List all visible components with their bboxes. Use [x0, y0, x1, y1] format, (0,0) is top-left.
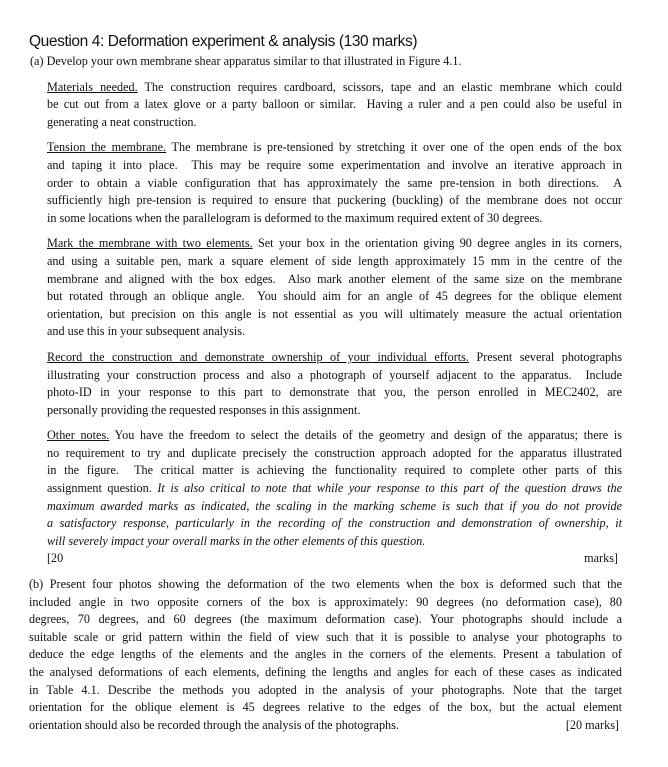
line-text: The construction requires cardboard, scissors, tape and an elastic membrane which could — [137, 79, 622, 94]
paragraph — [47, 427, 622, 550]
text-line — [47, 96, 622, 114]
italic-text: maximum awarded marks as indicated, the scaling in the marking scheme is such that if you do not provide — [47, 498, 622, 513]
line-text: The membrane is pre-tensioned by stretching it over one of the open ends of the box — [166, 140, 622, 155]
text-line — [47, 515, 622, 533]
line-text: membrane and aligned with the box edges. Also mark another element of the same size on the membrane — [47, 271, 622, 286]
text-line — [47, 288, 622, 306]
italic-text: It is also critical to note that while your response to this part of the question draws the — [157, 481, 622, 496]
line-text: and using a suitable pen, mark a square element of side length approximately 15 mm in the centre of the — [47, 253, 622, 268]
paragraph — [47, 235, 622, 341]
line-text: no requirement to try and duplicate precisely the construction approach adopted for the apparatus illustrated — [47, 445, 622, 460]
paragraph — [47, 79, 622, 132]
paragraph — [47, 349, 622, 419]
text-line — [47, 367, 622, 385]
part-a-marks: [20 marks] — [47, 551, 618, 566]
text-line — [47, 235, 622, 253]
text-line — [47, 157, 622, 175]
text-line — [47, 402, 622, 420]
line-text: generating a neat construction. — [47, 114, 197, 129]
text-line: (b) Present four photos showing the deformation of the two elements when the box is deformed such that the — [29, 577, 622, 592]
text-line — [47, 498, 622, 516]
text-line — [47, 210, 622, 228]
line-text: orientation, but precision on this angle is not essential as you will ultimately measure the actual orientation — [47, 306, 622, 321]
text-line: deduce the edge lengths of the elements and the angles in the corners of the elements. Present a tabulation of — [29, 647, 622, 662]
text-line — [47, 192, 622, 210]
line-text: but rotated through an oblique angle. You should aim for an angle of 45 degrees for the oblique element — [47, 289, 622, 304]
line-text: assignment question. — [47, 481, 158, 496]
text-line — [47, 114, 622, 132]
part-b-marks: [20 marks] — [565, 717, 619, 732]
line-text: sufficiently high pre-tension is required to ensure that puckering (buckling) of the membrane does not occur — [47, 193, 622, 208]
italic-text: a satisfactory response, particularly in the recording of the construction and demonstration of ownership, it — [47, 516, 622, 531]
line-text: be cut out from a latex glove or a party balloon or similar. Having a ruler and a pen could also be useful in — [47, 97, 622, 112]
text-line — [47, 427, 622, 445]
paragraph-heading: Tension the membrane. — [47, 140, 167, 155]
line-text: in the figure. The critical matter is achieving the functionality required to complete other parts of this — [47, 463, 622, 478]
text-line — [47, 253, 622, 271]
line-text: order to obtain a viable configuration that has approximately the same pre-tension in both directions. A — [47, 175, 622, 190]
part-b-paragraph — [29, 576, 622, 734]
line-text: illustrating your construction process and also a photograph of yourself adjacent to the apparatus. Include — [47, 367, 622, 382]
line-text: photo-ID in your response to this part to demonstrate that you, the person enrolled in MEC2402, are — [47, 385, 622, 400]
line-text: Present several photographs — [468, 349, 622, 364]
paragraph-heading: Other notes. — [47, 428, 110, 443]
text-line — [47, 384, 622, 402]
part-b-last-text: orientation should also be recorded through the analysis of the photographs. — [29, 717, 399, 732]
text-line — [47, 480, 622, 498]
part-a-paragraphs — [0, 79, 668, 551]
question-title: Question 4: Deformation experiment & analysis (130 marks) — [29, 33, 418, 50]
text-line: included angle in two opposite corners of the box is approximately: 90 degrees (no deformation case), 80 — [29, 594, 622, 609]
text-line — [47, 175, 622, 193]
text-line — [47, 533, 622, 551]
line-text: and taping it into place. This may be require some experimentation and involve an iterative approach in — [47, 157, 622, 172]
italic-text: will severely impact your overall marks in the other elements of this question. — [47, 533, 426, 548]
part-a-intro: (a) Develop your own membrane shear apparatus similar to that illustrated in Figure 4.1. — [30, 54, 462, 68]
text-line — [47, 462, 622, 480]
text-line — [47, 445, 622, 463]
text-line — [47, 79, 622, 97]
text-line: the analysed deformations of each elements, defining the lengths and angles for each of these cases as indicated — [29, 665, 622, 679]
line-text: Set your box in the orientation giving 90 degree angles in its corners, — [252, 236, 622, 251]
line-text: You have the freedom to select the details of the geometry and design of the apparatus; there is — [109, 428, 622, 443]
paragraph-heading: Record the construction and demonstrate ownership of your individual efforts. — [47, 349, 469, 364]
text-line — [47, 349, 622, 367]
text-line — [47, 306, 622, 324]
text-line: suitable scale or grid pattern within the field of view such that it is possible to analyse your photographs to — [29, 629, 622, 644]
text-line — [47, 271, 622, 289]
paragraph — [47, 139, 622, 227]
line-text: and use this in your subsequent analysis. — [47, 324, 246, 339]
text-line: in Table 4.1. Describe the methods you adopted in the analysis of your photographs. Note that the target — [29, 682, 622, 697]
paragraph-heading: Mark the membrane with two elements. — [47, 236, 253, 251]
text-line: orientation for the oblique element is 45 degrees relative to the edges of the box, but the actual element — [29, 700, 622, 715]
line-text: in some locations when the parallelogram is deformed to the maximum required extent of 30 degrees. — [47, 210, 543, 225]
text-line — [47, 139, 622, 157]
paragraph-heading: Materials needed. — [47, 79, 138, 94]
text-line: degrees, 70 degrees, and 60 degrees (the maximum deformation case). Your photographs should include a — [29, 612, 622, 627]
line-text: personally providing the requested responses in this assignment. — [47, 402, 361, 417]
question-body — [0, 53, 668, 734]
text-line — [47, 323, 622, 341]
part-b-last-line — [29, 717, 619, 735]
part-b-lines — [29, 576, 622, 717]
